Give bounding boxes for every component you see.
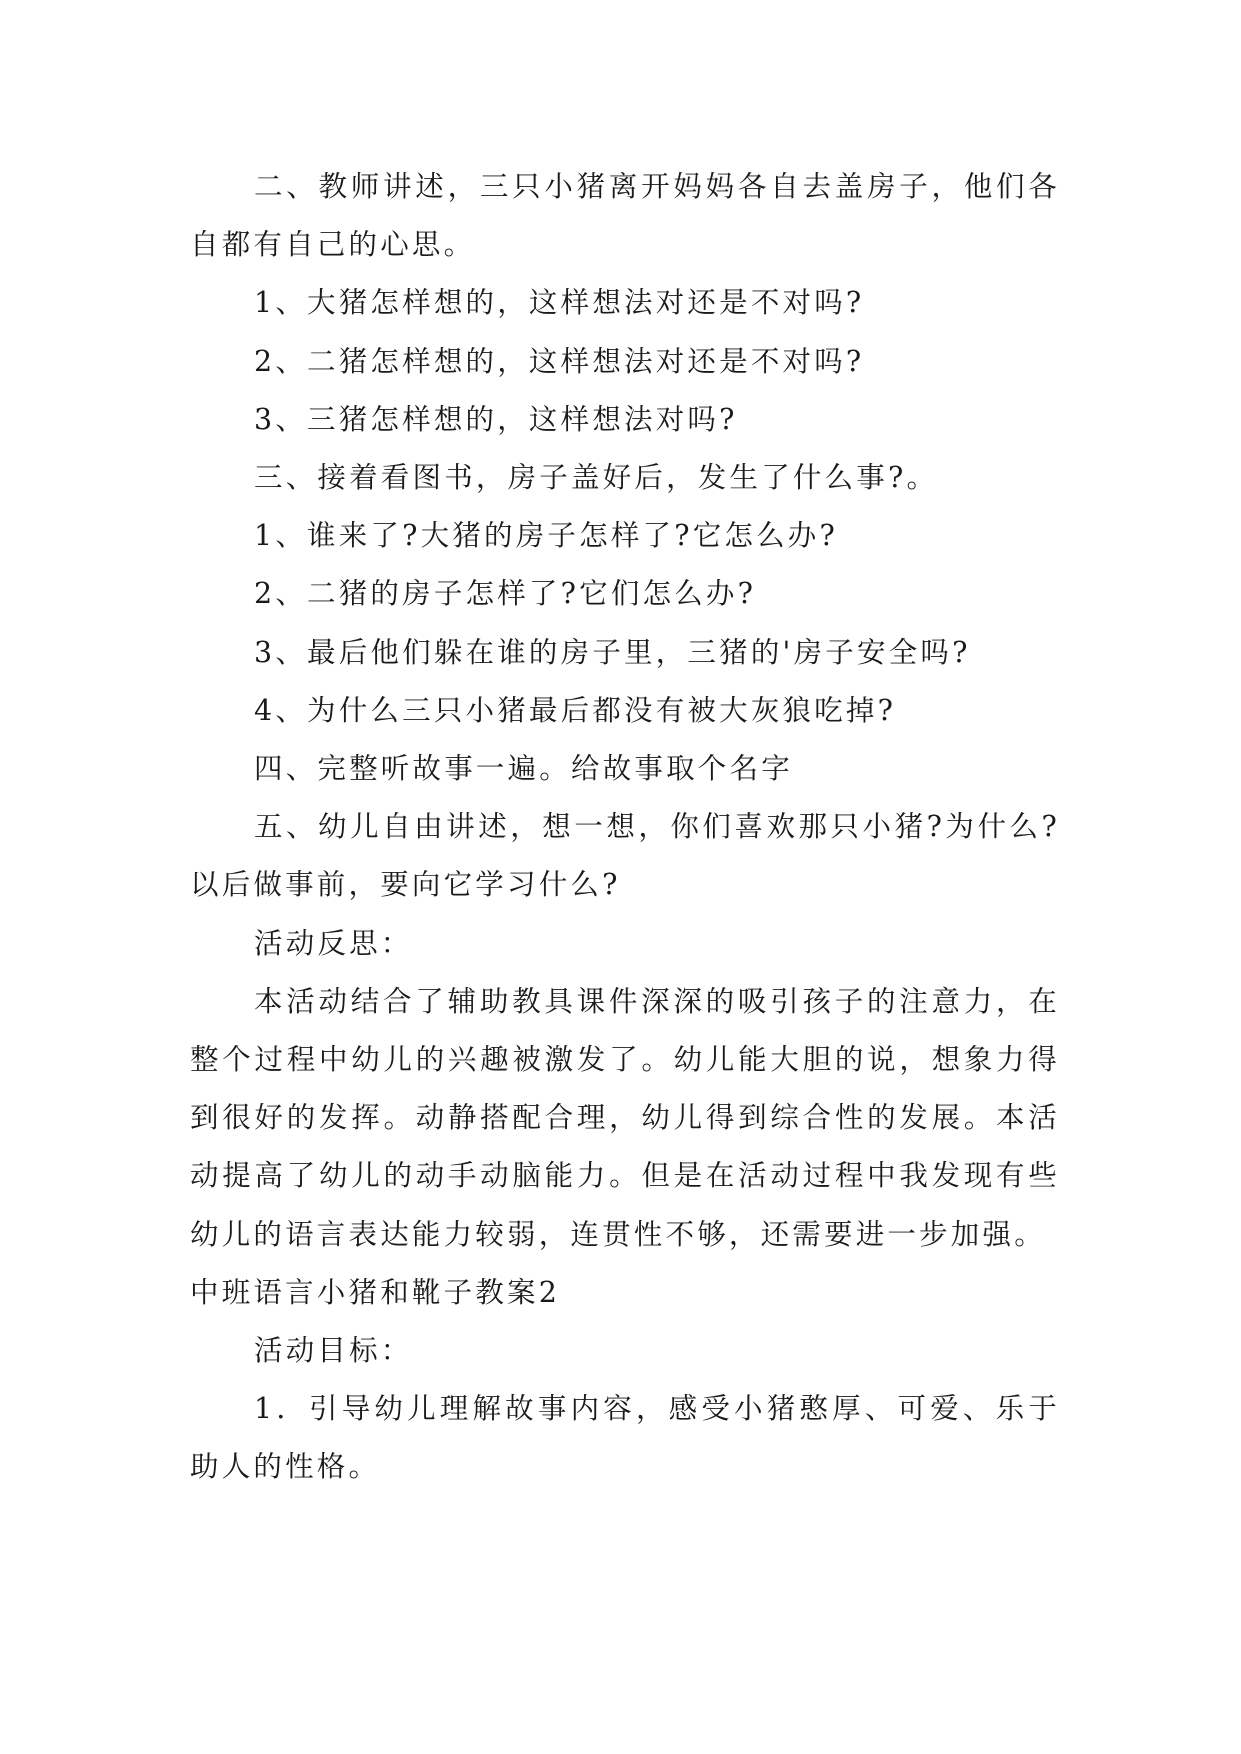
paragraph: 二、教师讲述，三只小猪离开妈妈各自去盖房子，他们各自都有自己的心思。 [190,170,1060,262]
list-item: 3、三猪怎样想的，这样想法对吗? [254,402,738,436]
section-label: 活动反思： [254,926,413,960]
section-title: 中班语言小猪和靴子教案2 [190,1275,561,1309]
list-item: 3、最后他们躲在谁的房子里，三猪的'房子安全吗? [254,635,971,669]
list-item: 4、为什么三只小猪最后都没有被大灰狼吃掉? [254,693,897,727]
list-item: 1、谁来了?大猪的房子怎样了?它怎么办? [254,519,838,553]
list-item: 2、二猪怎样想的，这样想法对还是不对吗? [254,344,865,378]
document-body [190,158,1060,1497]
list-item: 1．引导幼儿理解故事内容，感受小猪憨厚、可爱、乐于助人的性格。 [190,1392,1060,1484]
paragraph: 本活动结合了辅助教具课件深深的吸引孩子的注意力，在整个过程中幼儿的兴趣被激发了。幼儿能大胆的说，想象力得到很好的发挥。动静搭配合理，幼儿得到综合性的发展。本活动提高了幼儿的动手动脑能力。但是在活动过程中我发现有些幼儿的语言表达能力较弱，连贯性不够，还需要进一步加强。 [190,984,1060,1251]
paragraph: 三、接着看图书，房子盖好后，发生了什么事?。 [254,461,939,495]
paragraph: 四、完整听故事一遍。给故事取个名字 [254,752,793,786]
paragraph: 五、幼儿自由讲述，想一想，你们喜欢那只小猪?为什么?以后做事前，要向它学习什么? [190,810,1060,902]
section-label: 活动目标： [254,1334,413,1368]
list-item: 1、大猪怎样想的，这样想法对还是不对吗? [254,286,865,320]
list-item: 2、二猪的房子怎样了?它们怎么办? [254,577,757,611]
